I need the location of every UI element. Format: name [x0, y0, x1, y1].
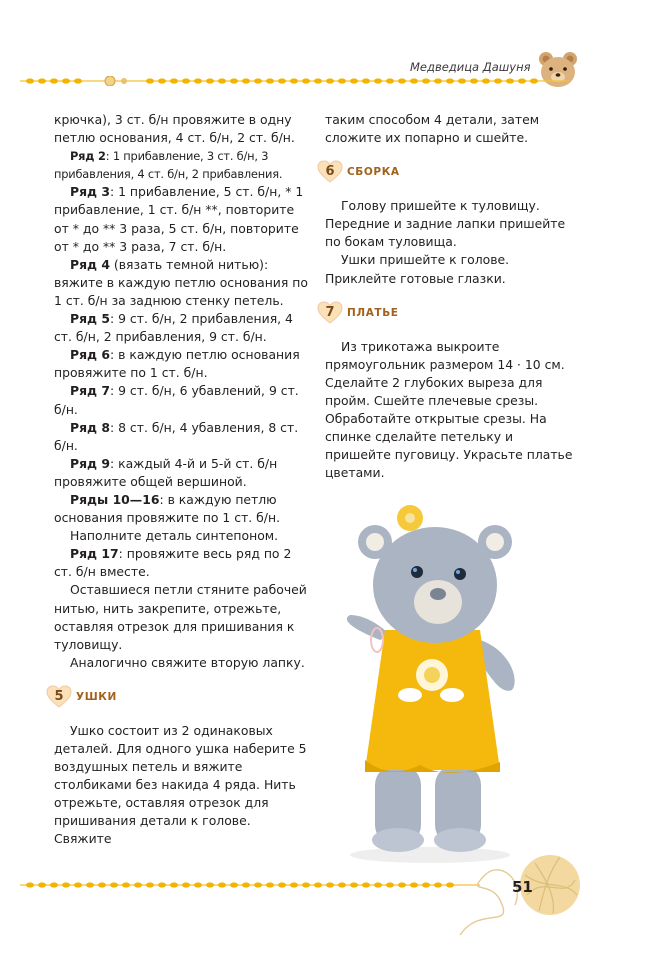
row-7: [54, 382, 312, 418]
row-10-16: [54, 491, 312, 527]
row-5: [54, 310, 312, 346]
row-8: [54, 419, 312, 455]
section-7-text: Из трикотажа выкроите прямоугольник размером 14 · 10 см. Сделайте 2 глубоких выреза для пройм. Сшейте плечевые срезы. Обработайте открытые срезы. На спинке сделайте петельку и пришейте пуговицу. Украсьте платье цветами.: [325, 338, 573, 481]
row-9: [54, 455, 312, 491]
row-label: Ряд 9: [70, 455, 110, 471]
row-label: Ряд 5: [70, 311, 110, 327]
row-label: Ряд 17: [70, 546, 119, 562]
row-text: : 1 прибавление, 5 ст. б/н, * 1 прибавление, 1 ст. б/н **, повторите от * до ** 3 раза, 5 ст. б/н, повторите от * до ** 3 раза, 7 ст. б/н.: [54, 184, 304, 254]
intro-text: таким способом 4 детали, затем сложите их попарно и сшейте.: [325, 112, 540, 146]
section-5-heading: [46, 682, 312, 712]
page-number: 51: [512, 878, 533, 896]
section-title: ПЛАТЬЕ: [347, 306, 399, 319]
fill-text: Наполните деталь синтепоном.: [70, 528, 279, 544]
section-6-heading: [317, 157, 580, 187]
page-header-title: Медведица Дашуня: [410, 60, 531, 74]
right-column: [325, 111, 580, 482]
section-title: УШКИ: [76, 690, 117, 703]
text-line: крючка), 3 ст. б/н провяжите в одну петлю основания, 4 ст. б/н, 2 ст. б/н.: [54, 112, 295, 146]
section-5-text: Ушко состоит из 2 одинаковых деталей. Для одного ушка наберите 5 воздушных петель и вяжите столбиками без накида 4 ряда. Нить отрежьте, оставляя отрезок для пришивания детали к голове. Свяжите: [54, 722, 307, 847]
section-number: 5: [54, 688, 64, 704]
left-column: [54, 111, 312, 849]
row-text: : 9 ст. б/н, 6 убавлений, 9 ст. б/н.: [54, 383, 299, 417]
section-number: 6: [325, 164, 335, 180]
row-text: (вязать темной нитью): вяжите в каждую петлю основания по 1 ст. б/н за заднюю стенку петель.: [54, 256, 308, 308]
row-label: Ряд 6: [70, 347, 110, 363]
heart-number-icon: [46, 685, 72, 709]
row-17: [54, 545, 312, 581]
row-label: Ряд 2: [70, 149, 106, 164]
row-label: Ряд 7: [70, 383, 110, 399]
row-label: Ряд 4: [70, 256, 110, 272]
section-6-text-1: Голову пришейте к туловищу. Передние и задние лапки пришейте по бокам туловища.: [325, 198, 566, 250]
heart-number-icon: [317, 301, 343, 325]
beaded-divider-top: [20, 76, 570, 86]
row-text: : 8 ст. б/н, 4 убавления, 8 ст. б/н.: [54, 419, 299, 453]
row-text: : 9 ст. б/н, 2 прибавления, 4 ст. б/н, 2 прибавления, 9 ст. б/н.: [54, 311, 293, 345]
beaded-divider-bottom: [20, 880, 480, 890]
similar-text: Аналогично свяжите вторую лапку.: [70, 654, 305, 670]
row-label: Ряд 8: [70, 419, 110, 435]
row-label: Ряды 10—16: [70, 491, 160, 507]
remaining-text: Оставшиеся петли стяните рабочей нитью, нить закрепите, отрежьте, оставляя отрезок для пришивания к туловищу.: [54, 582, 307, 652]
heart-number-icon: [317, 160, 343, 184]
row-text: : провяжите весь ряд по 2 ст. б/н вместе.: [54, 546, 292, 580]
row-6: [54, 346, 312, 382]
section-number: 7: [325, 304, 335, 320]
crochet-bear-photo: [320, 490, 545, 870]
section-7-heading: [317, 298, 580, 328]
row-text: : в каждую петлю основания провяжите по 1 ст. б/н.: [54, 491, 281, 526]
row-text: : 1 прибавление, 3 ст. б/н, 3 прибавления, 4 ст. б/н, 2 прибавления.: [54, 149, 283, 182]
row-2: [54, 147, 312, 183]
row-text: : в каждую петлю основания провяжите по 1 ст. б/н.: [54, 347, 300, 381]
section-title: СБОРКА: [347, 166, 400, 179]
section-6-text-2: Ушки пришейте к голове. Приклейте готовые глазки.: [325, 252, 510, 286]
row-label: Ряд 3: [70, 184, 110, 200]
row-text: : каждый 4-й и 5-й ст. б/н провяжите общей вершиной.: [54, 455, 278, 489]
row-4: [54, 256, 312, 310]
row-3: [54, 183, 312, 255]
